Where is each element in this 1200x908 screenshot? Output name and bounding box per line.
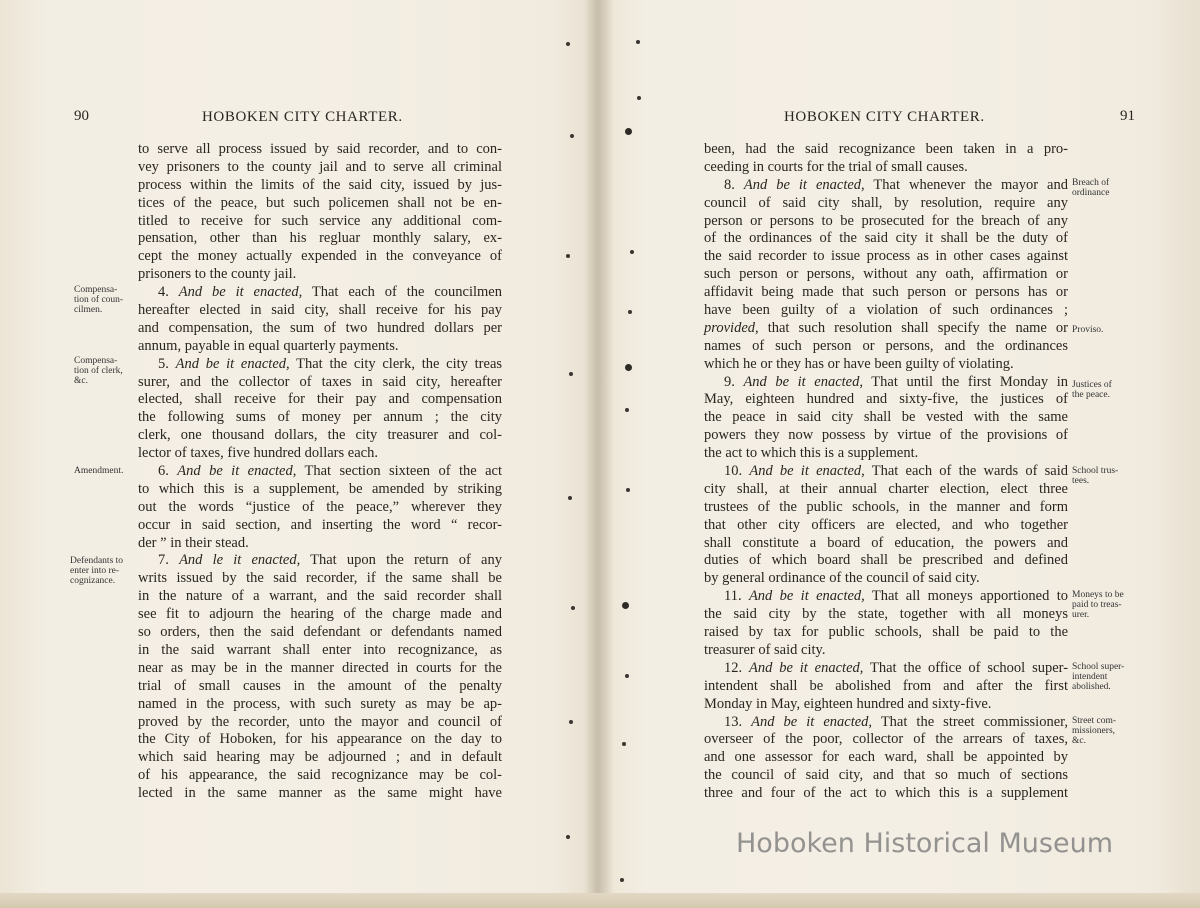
text-line — [138, 606, 502, 624]
line-text: to serve all process issued by said recorder, and to con- — [138, 141, 502, 157]
section-number: 10. — [724, 463, 750, 480]
line-text: tices of the peace, but such policemen shall not be en- — [138, 194, 502, 211]
text-line — [704, 731, 1068, 749]
line-text: ceeding in courts for the trial of small causes. — [704, 158, 968, 175]
text-line — [138, 213, 502, 231]
line-text: prisoners to the county jail. — [138, 266, 297, 283]
text-line — [138, 731, 502, 749]
line-text: cept the money actually expended in the conveyance of — [138, 248, 502, 265]
stitch-hole — [620, 878, 624, 882]
line-text: named in the process, with such surety as may be ap- — [138, 695, 502, 712]
line-text: pensation, other than his regluar monthly salary, ex- — [138, 230, 502, 247]
stitch-hole — [570, 134, 574, 138]
line-text: process within the limits of the said city, issued by jus- — [138, 176, 502, 193]
text-line — [704, 517, 1068, 535]
text-line — [704, 624, 1068, 642]
stitch-hole — [636, 40, 640, 44]
line-text: the peace in said city shall be vested with the same — [704, 409, 1068, 426]
margin-note-moneys-paid-to-treasurer: Moneys to be paid to treas- urer. — [1072, 590, 1124, 620]
book-gutter — [584, 0, 614, 908]
text-line — [138, 141, 502, 159]
text-line — [704, 463, 1068, 481]
line-text: that such resolution shall specify the name or — [758, 319, 1068, 336]
line-text: intendent shall be abolished from and after the first — [704, 677, 1068, 694]
line-text: such person or persons, without any oath, affirmation or — [704, 266, 1068, 283]
text-line — [138, 427, 502, 445]
text-line — [704, 284, 1068, 302]
line-text: in the said warrant shall enter into recognizance, as — [138, 641, 502, 658]
line-text: trustees of the public schools, in the manner and form — [704, 498, 1068, 515]
stitch-hole — [569, 720, 573, 724]
text-line — [704, 785, 1068, 803]
line-text: Monday in May, eighteen hundred and sixty-five. — [704, 695, 992, 712]
stitch-hole — [566, 835, 570, 839]
line-text: lected in the same manner as the same might have — [138, 785, 502, 802]
line-text: by general ordinance of the council of said city. — [704, 570, 980, 587]
margin-note-amendment: Amendment. — [74, 466, 124, 476]
line-text: occur in said section, and inserting the word “ recor- — [138, 516, 502, 533]
line-text: writs issued by the said recorder, if the same shall be — [138, 570, 502, 587]
enacting-clause: And be it enacted, — [751, 713, 873, 730]
line-text: That all moneys apportioned to — [864, 588, 1068, 605]
stitch-hole — [566, 254, 570, 258]
text-line — [704, 678, 1068, 696]
line-text: which he or they has or have been guilty of violating. — [704, 355, 1014, 372]
text-line — [704, 696, 1068, 714]
line-text: That the city clerk, the city treas — [289, 355, 503, 372]
text-line — [704, 588, 1068, 606]
line-text: and compensation, the sum of two hundred dollars per — [138, 319, 502, 336]
stitch-hole — [630, 250, 634, 254]
left-page-number: 90 — [74, 108, 89, 124]
text-line — [704, 642, 1068, 660]
text-line — [704, 499, 1068, 517]
enacting-clause: And le it enacted, — [179, 552, 301, 569]
enacting-clause: And be it enacted, — [743, 373, 863, 390]
text-line — [138, 714, 502, 732]
line-text: of the ordinances of the said city it shall be the duty of — [704, 230, 1068, 247]
section-number: 11. — [724, 588, 749, 605]
stitch-hole — [625, 408, 629, 412]
line-text: in the nature of a warrant, and the said recorder shall — [138, 588, 502, 605]
text-line — [704, 374, 1068, 392]
text-line — [138, 785, 502, 803]
line-text: affidavit being made that such person or persons has or — [704, 284, 1068, 301]
text-line — [138, 374, 502, 392]
line-text: powers they now possess by virtue of the provisions of — [704, 427, 1068, 444]
line-text: surer, and the collector of taxes in said city, hereafter — [138, 373, 502, 390]
line-text: That until the first Monday in — [863, 373, 1069, 390]
text-line — [138, 660, 502, 678]
text-line — [138, 445, 502, 463]
line-text: raised by tax for public schools, shall be paid to the — [704, 624, 1068, 641]
stitch-hole — [625, 364, 632, 371]
stitch-hole — [628, 310, 632, 314]
text-line — [138, 749, 502, 767]
enacting-clause: And be it enacted, — [748, 588, 865, 605]
text-line — [138, 535, 502, 553]
line-text: out the words “justice of the peace,” wherever they — [138, 498, 502, 515]
text-line — [704, 427, 1068, 445]
line-text: der ” in their stead. — [138, 534, 249, 551]
text-line — [138, 248, 502, 266]
margin-note-school-superintendent-abolished: School super- intendent abolished. — [1072, 662, 1125, 692]
text-line — [138, 284, 502, 302]
margin-note-defendants-recognizance: Defendants to enter into re- cognizance. — [70, 556, 124, 586]
line-text: treasurer of said city. — [704, 641, 826, 658]
section-number: 4. — [158, 284, 179, 301]
line-text: annum, payable in equal quarterly payments. — [138, 337, 399, 354]
section-number: 5. — [158, 355, 176, 372]
section-number: 12. — [724, 659, 749, 676]
line-text: trial of small causes in the amount of the penalty — [138, 677, 502, 694]
line-text: That the office of school super- — [863, 659, 1069, 676]
text-line — [138, 159, 502, 177]
stitch-hole — [569, 372, 573, 376]
text-line — [704, 159, 1068, 177]
text-line — [704, 195, 1068, 213]
museum-watermark: Hoboken Historical Museum — [736, 828, 1114, 859]
text-line — [138, 696, 502, 714]
stitch-hole — [622, 742, 626, 746]
text-line — [138, 320, 502, 338]
margin-note-proviso: Proviso. — [1072, 325, 1104, 335]
line-text: proved by the recorder, unto the mayor and council of — [138, 713, 502, 730]
text-line — [138, 338, 502, 356]
text-line — [138, 767, 502, 785]
text-line — [138, 230, 502, 248]
text-line — [704, 266, 1068, 284]
margin-note-school-trustees: School trus- tees. — [1072, 466, 1119, 486]
line-text: near as may be in the manner directed in courts for the — [138, 659, 502, 676]
margin-note-street-commissioners: Street com- missioners, &c. — [1072, 716, 1117, 746]
line-text: the council of said city, and that so much of sections — [704, 767, 1068, 784]
margin-note-compensation-councilmen: Compensa- tion of coun- cilmen. — [74, 285, 124, 315]
line-text: city shall, at their annual charter election, elect three — [704, 480, 1068, 497]
line-text: which said hearing may be adjourned ; and in default — [138, 749, 502, 766]
line-text: hereafter elected in said city, shall receive for his pay — [138, 302, 502, 319]
line-text: That upon the return of any — [300, 552, 502, 569]
text-line — [138, 356, 502, 374]
line-text: That each of the councilmen — [302, 284, 502, 301]
right-body-text — [704, 141, 1068, 803]
text-line — [704, 552, 1068, 570]
text-line — [138, 624, 502, 642]
text-line — [138, 302, 502, 320]
text-line — [704, 481, 1068, 499]
text-line — [138, 463, 502, 481]
text-line — [138, 499, 502, 517]
line-text: names of such person or persons, and the ordinances — [704, 337, 1068, 354]
text-line — [704, 445, 1068, 463]
line-text: the said recorder to issue process as in other cases against — [704, 248, 1068, 265]
line-text: person or persons to be prosecuted for the breach of any — [704, 212, 1068, 229]
line-text: of his appearance, the said recognizance may be col- — [138, 767, 502, 784]
text-line — [138, 481, 502, 499]
stitch-hole — [571, 606, 575, 610]
text-line — [704, 177, 1068, 195]
text-line — [138, 177, 502, 195]
page-bottom-edge — [0, 893, 1200, 908]
section-number: 8. — [724, 176, 744, 193]
stitch-hole — [622, 602, 629, 609]
text-line — [704, 302, 1068, 320]
line-text: the said city by the state, together with all moneys — [704, 606, 1068, 623]
line-text: council of said city shall, by resolution, require any — [704, 194, 1068, 211]
margin-note-breach-of-ordinance: Breach of ordinance — [1072, 178, 1110, 198]
line-text: been, had the said recognizance been taken in a pro- — [704, 141, 1068, 157]
stitch-hole — [568, 496, 572, 500]
line-text: see fit to adjourn the hearing of the charge made and — [138, 606, 502, 623]
text-line — [704, 391, 1068, 409]
stitch-hole — [625, 674, 629, 678]
line-text: so orders, then the said defendant or defendants named — [138, 624, 502, 641]
text-line — [138, 588, 502, 606]
line-text: clerk, one thousand dollars, the city treasurer and col- — [138, 427, 502, 444]
line-text: That section sixteen of the act — [296, 463, 502, 480]
line-text: elected, shall receive for their pay and compensation — [138, 391, 502, 408]
line-text: vey prisoners to the county jail and to serve all criminal — [138, 158, 502, 175]
text-line — [704, 714, 1068, 732]
line-text: That each of the wards of said — [864, 463, 1069, 480]
line-text: titled to receive for such service any additional com- — [138, 212, 502, 229]
text-line — [138, 195, 502, 213]
line-text: the City of Hoboken, for his appearance on the day to — [138, 731, 502, 748]
section-number: 13. — [724, 713, 752, 730]
enacting-clause: And be it enacted, — [743, 176, 865, 193]
line-text: to which this is a supplement, be amended by striking — [138, 480, 502, 497]
enacting-clause: And be it enacted, — [175, 355, 290, 372]
text-line — [138, 570, 502, 588]
line-text: duties of which board shall be prescribed and defined — [704, 552, 1068, 569]
text-line — [704, 248, 1068, 266]
line-text: lector of taxes, five hundred dollars each. — [138, 445, 378, 462]
text-line — [704, 338, 1068, 356]
text-line — [138, 642, 502, 660]
line-text: That the street commissioner, — [872, 713, 1068, 730]
text-line — [704, 141, 1068, 159]
right-running-head: HOBOKEN CITY CHARTER. — [784, 109, 985, 125]
section-number: 6. — [158, 463, 178, 480]
text-line — [138, 391, 502, 409]
text-line — [704, 749, 1068, 767]
text-line — [138, 517, 502, 535]
enacting-clause: provided, — [704, 319, 759, 336]
text-line — [704, 570, 1068, 588]
text-line — [704, 320, 1068, 338]
margin-note-justices-of-the-peace: Justices of the peace. — [1072, 380, 1112, 400]
text-line — [138, 552, 502, 570]
text-line — [704, 409, 1068, 427]
line-text: three and four of the act to which this is a supplement — [704, 785, 1068, 802]
section-number: 7. — [158, 552, 180, 569]
line-text: the act to which this is a supplement. — [704, 445, 919, 462]
right-page-number: 91 — [1120, 108, 1135, 124]
line-text: shall constitute a board of education, the powers and — [704, 534, 1068, 551]
text-line — [704, 356, 1068, 374]
text-line — [138, 409, 502, 427]
text-line — [138, 266, 502, 284]
text-line — [704, 606, 1068, 624]
stitch-hole — [566, 42, 570, 46]
text-line — [704, 230, 1068, 248]
enacting-clause: And be it enacted, — [749, 659, 864, 676]
line-text: May, eighteen hundred and sixty-five, the justices of — [704, 391, 1068, 408]
stitch-hole — [626, 488, 630, 492]
text-line — [704, 213, 1068, 231]
text-line — [704, 535, 1068, 553]
enacting-clause: And be it enacted, — [177, 463, 297, 480]
left-body-text — [138, 141, 502, 803]
line-text: That whenever the mayor and — [864, 176, 1068, 193]
margin-note-compensation-clerk: Compensa- tion of clerk, &c. — [74, 356, 123, 386]
stitch-hole — [625, 128, 632, 135]
text-line — [138, 678, 502, 696]
line-text: have been guilty of a violation of such ordinances ; — [704, 302, 1068, 319]
line-text: the following sums of money per annum ; the city — [138, 409, 502, 426]
stitch-hole — [637, 96, 641, 100]
line-text: overseer of the poor, collector of the arrears of taxes, — [704, 731, 1068, 748]
enacting-clause: And be it enacted, — [178, 284, 303, 301]
section-number: 9. — [724, 373, 744, 390]
text-line — [704, 660, 1068, 678]
line-text: and one assessor for each ward, shall be appointed by — [704, 749, 1068, 766]
text-line — [704, 767, 1068, 785]
line-text: that other city officers are elected, and who together — [704, 516, 1068, 533]
left-running-head: HOBOKEN CITY CHARTER. — [202, 109, 403, 125]
enacting-clause: And be it enacted, — [749, 463, 865, 480]
